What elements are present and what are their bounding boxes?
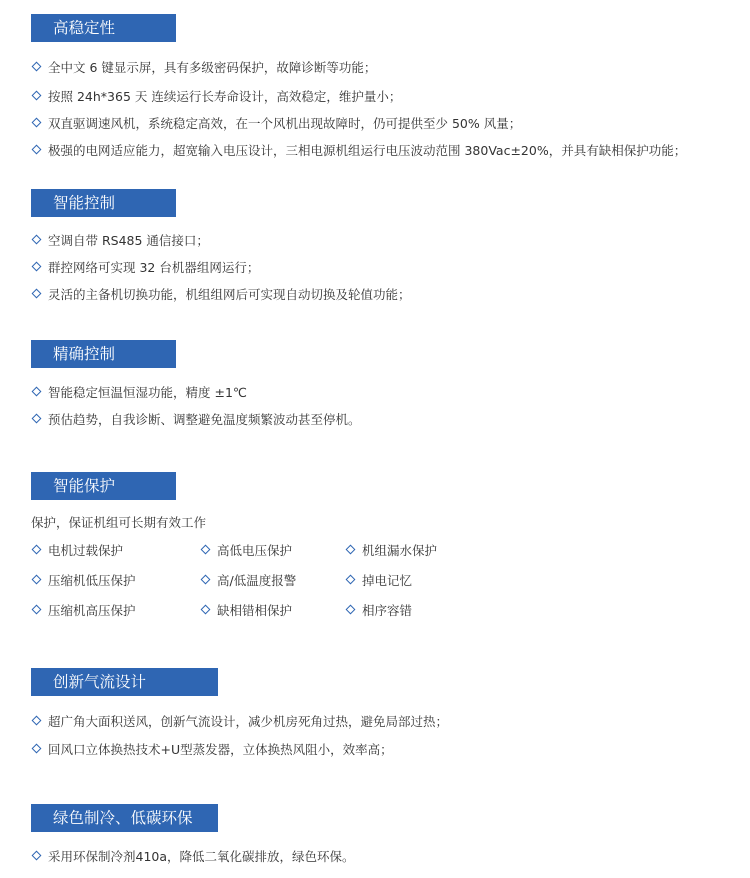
list-item: 超广角大面积送风，创新气流设计，减少机房死角过热，避免局部过热； <box>31 714 448 730</box>
diamond-bullet-icon <box>32 575 42 585</box>
diamond-bullet-icon <box>32 289 42 299</box>
diamond-bullet-icon <box>32 235 42 245</box>
list-item: 采用环保制冷剂410a，降低二氧化碳排放，绿色环保。 <box>31 849 355 865</box>
list-item: 回风口立体换热技术+U型蒸发器，立体换热风阻小，效率高； <box>31 742 393 758</box>
diamond-bullet-icon <box>32 262 42 272</box>
diamond-bullet-icon <box>201 605 211 615</box>
section-header-airflow-design: 创新气流设计 <box>31 668 218 696</box>
diamond-bullet-icon <box>32 851 42 861</box>
section-header-stability: 高稳定性 <box>31 14 176 42</box>
protection-item: 高低电压保护 <box>200 543 292 559</box>
list-item: 群控网络可实现 32 台机器组网运行； <box>31 260 259 276</box>
diamond-bullet-icon <box>346 545 356 555</box>
protection-item: 高/低温度报警 <box>200 573 296 589</box>
protection-item: 电机过载保护 <box>31 543 123 559</box>
list-item: 空调自带 RS485 通信接口； <box>31 233 209 249</box>
diamond-bullet-icon <box>32 605 42 615</box>
protection-item: 掉电记忆 <box>345 573 412 589</box>
diamond-bullet-icon <box>32 744 42 754</box>
section-header-precise-control: 精确控制 <box>31 340 176 368</box>
diamond-bullet-icon <box>346 575 356 585</box>
diamond-bullet-icon <box>201 575 211 585</box>
diamond-bullet-icon <box>32 145 42 155</box>
diamond-bullet-icon <box>32 91 42 101</box>
list-item: 智能稳定恒温恒湿功能，精度 ±1℃ <box>31 385 247 401</box>
list-item: 按照 24h*365 天 连续运行长寿命设计，高效稳定，维护量小； <box>31 89 401 105</box>
protection-item: 相序容错 <box>345 603 412 619</box>
section-header-smart-protection: 智能保护 <box>31 472 176 500</box>
protection-item: 压缩机高压保护 <box>31 603 136 619</box>
section-header-green-cooling: 绿色制冷、低碳环保 <box>31 804 218 832</box>
protection-item: 缺相错相保护 <box>200 603 292 619</box>
diamond-bullet-icon <box>32 62 42 72</box>
diamond-bullet-icon <box>32 414 42 424</box>
list-item: 全中文 6 键显示屏，具有多级密码保护，故障诊断等功能； <box>31 60 376 76</box>
protection-item: 压缩机低压保护 <box>31 573 136 589</box>
list-item: 双直驱调速风机，系统稳定高效，在一个风机出现故障时，仍可提供至少 50% 风量； <box>31 116 521 132</box>
diamond-bullet-icon <box>201 545 211 555</box>
diamond-bullet-icon <box>32 118 42 128</box>
list-item: 极强的电网适应能力，超宽输入电压设计，三相电源机组运行电压波动范围 380Vac±20%，并具有缺相保护功能； <box>31 143 686 159</box>
diamond-bullet-icon <box>346 605 356 615</box>
protection-item: 机组漏水保护 <box>345 543 437 559</box>
diamond-bullet-icon <box>32 716 42 726</box>
list-item: 灵活的主备机切换功能，机组组网后可实现自动切换及轮值功能； <box>31 287 411 303</box>
section-intro: 保护，保证机组可长期有效工作 <box>31 515 207 530</box>
diamond-bullet-icon <box>32 387 42 397</box>
diamond-bullet-icon <box>32 545 42 555</box>
section-header-smart-control: 智能控制 <box>31 189 176 217</box>
list-item: 预估趋势，自我诊断、调整避免温度频繁波动甚至停机。 <box>31 412 361 428</box>
